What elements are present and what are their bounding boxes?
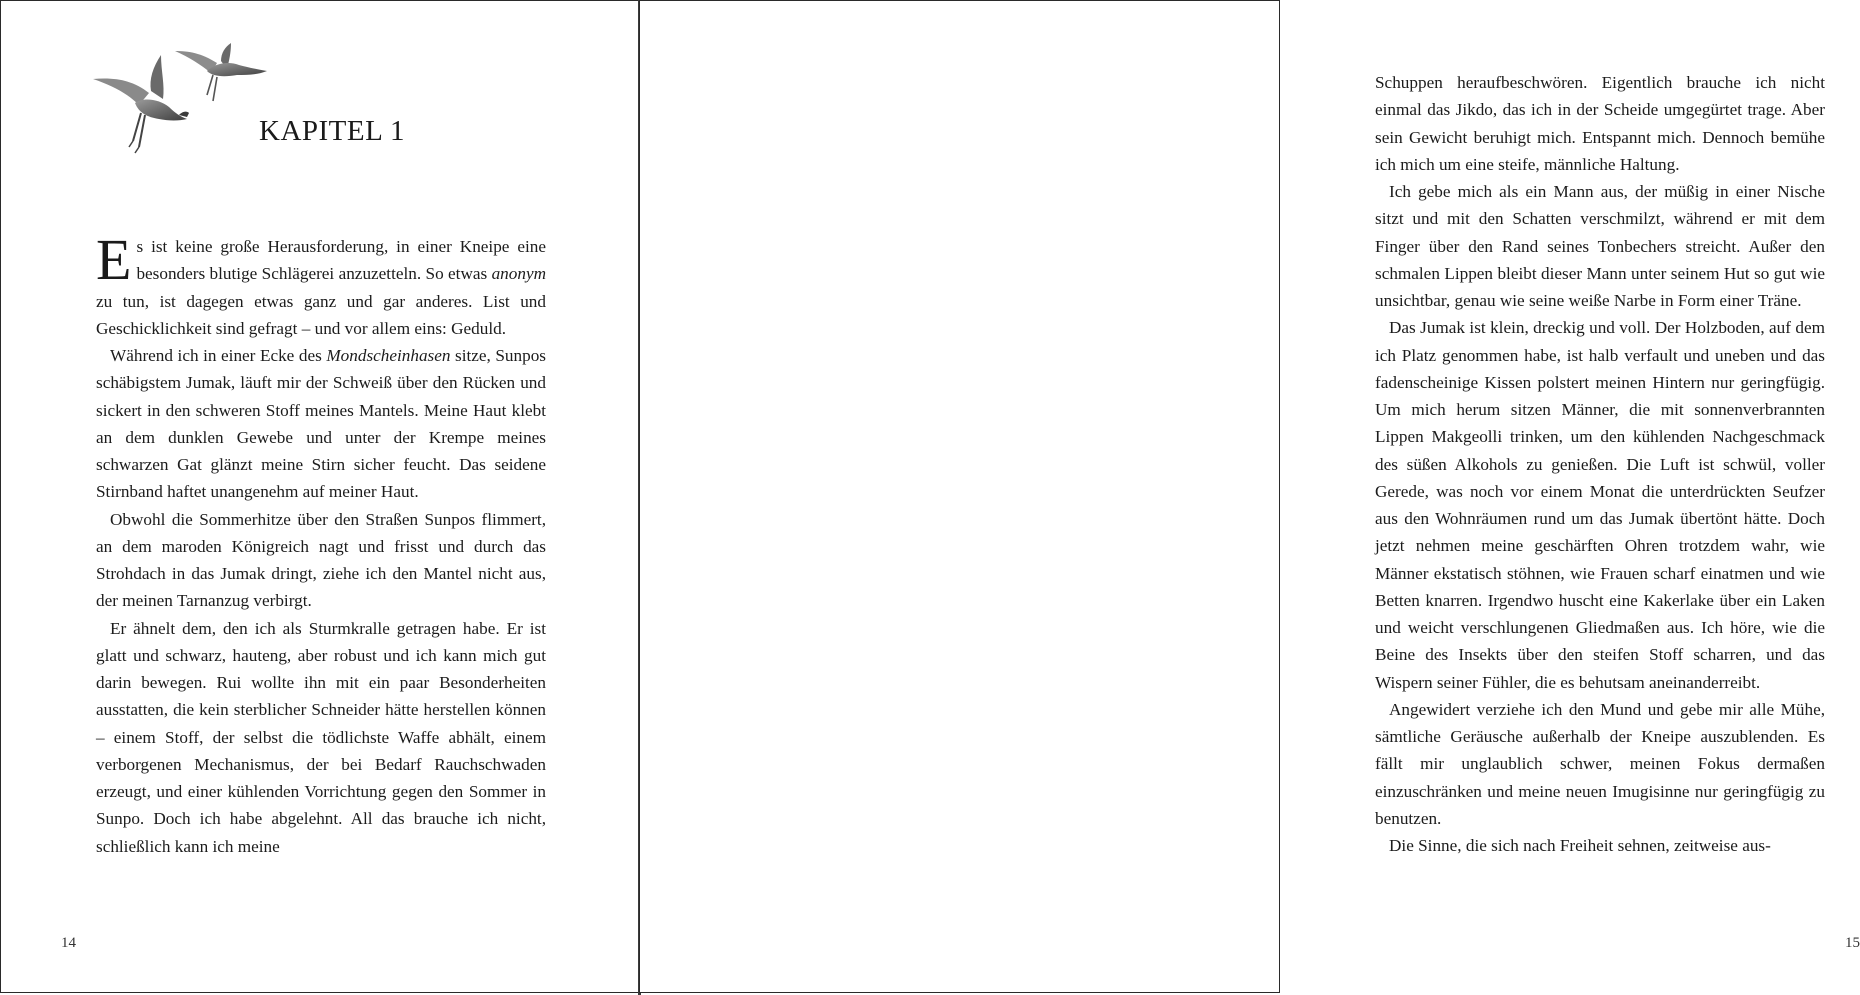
text-run: Das Jumak ist klein, dreckig und voll. Der Holzboden, auf dem ich Platz genommen habe, ist halb verfault und uneben und das fadenscheinige Kissen polstert meinen Hintern nur geringfügig. Um mich herum sitzen Männer, die mit sonnenverbrannten Lippen Makgeolli trinken, um den kühlenden Nachgeschmack des süßen Alkohols zu genießen. Die Luft ist schwül, voller Gerede, was noch vor einem Monat die unterdrückten Seufzer aus den Wohnräumen rund um das Jumak übertönt hätte. Doch jetzt nehmen meine geschärften Ohren trotzdem wahr, wie Männer ekstatisch stöhnen, wie Frauen scharf einatmen und wie Betten knarren. Irgendwo huscht eine Kakerlake über ein Laken und weicht verschlungenen Gliedmaßen aus. Ich höre, wie die Beine des Insekts über den steifen Stoff scharren, und das Wispern seiner Fühler, die es behutsam aneinanderreibt. (1375, 318, 1825, 692)
paragraph (96, 227, 546, 342)
text-run: s ist keine große Herausforderung, in einer Kneipe eine besonders blutige Schlägerei anzuzetteln. So etwas (136, 237, 546, 284)
text-run: Angewidert verziehe ich den Mund und gebe mir alle Mühe, sämtliche Geräusche außerhalb der Kneipe auszublenden. Es fällt mir unglaublich schwer, meinen Fokus dermaßen einzuschränken und meine neuen Imugisinne nur geringfügig zu benutzen. (1375, 699, 1825, 828)
paragraph-body (96, 227, 546, 338)
page-number: 15 (1845, 935, 1860, 951)
text-run: Ich gebe mich als ein Mann aus, der müßig in einer Nische sitzt und mit den Schatten verschmilzt, während er mit dem Finger über den Rand seines Tonbechers streicht. Außer den schmalen Lippen bleibt dieser Mann unter seinem Hut so gut wie unsichtbar, genau wie seine weiße Narbe in Form einer Träne. (1375, 182, 1825, 310)
paragraph (1375, 178, 1825, 314)
paragraph (1375, 314, 1825, 696)
right-page-text (1375, 69, 1825, 859)
left-page-text (96, 227, 546, 860)
paragraph (1375, 832, 1825, 859)
right-page (639, 0, 1860, 993)
paragraph (96, 506, 546, 615)
italic-text: Mondscheinhasen (326, 346, 451, 365)
text-run: zu tun, ist dagegen etwas ganz und gar anderes. List und Geschicklichkeit sind gefragt – und vor allem eins: Geduld. (96, 291, 546, 338)
left-page (0, 0, 640, 993)
page-number: 14 (61, 935, 76, 951)
text-run: Er ähnelt dem, den ich als Sturmkralle getragen habe. Er ist glatt und schwarz, hauteng, aber robust und ich kann mich gut darin bewegen. Rui wollte ihn mit ein paar Besonderheiten ausstatten, die kein sterblicher Schneider hätte herstellen können – einem Stoff, der selbst die tödlichste Waffe abhält, einem verborgenen Mechanismus, der bei Bedarf Rauchschwaden erzeugt, und einer kühlenden Vorrichtung gegen den Sommer in Sunpo. Doch ich habe abgelehnt. All das brauche ich nicht, schließlich kann ich meine (96, 618, 546, 856)
chapter-title: KAPITEL 1 (259, 115, 405, 147)
paragraph (96, 342, 546, 506)
paragraph (1375, 696, 1825, 832)
text-run: Die Sinne, die sich nach Freiheit sehnen, zeitweise aus- (1389, 836, 1771, 855)
paragraph (96, 615, 546, 860)
italic-text: anonym (491, 264, 546, 284)
text-run: sitze, Sunpos schäbigstem Jumak, läuft mir der Schweiß über den Rücken und sickert in den schweren Stoff meines Mantels. Meine Haut klebt an dem dunklen Gewebe und unter der Krempe meines schwarzen Gat glänzt meine Stirn sicher feucht. Das seidene Stirnband haftet unangenehm auf meiner Haut. (96, 346, 546, 502)
text-run: Schuppen heraufbeschwören. Eigentlich brauche ich nicht einmal das Jikdo, das ich in der Scheide umgegürtet trage. Aber sein Gewicht beruhigt mich. Entspannt mich. Dennoch bemühe ich mich um eine steife, männliche Haltung. (1375, 73, 1825, 174)
flying-herons-icon (89, 41, 289, 171)
drop-cap: E (96, 227, 132, 292)
paragraph (1375, 69, 1825, 178)
text-run: Obwohl die Sommerhitze über den Straßen Sunpos flimmert, an dem maroden Königreich nagt und frisst und durch das Strohdach in das Jumak dringt, ziehe ich den Mantel nicht aus, der meinen Tarnanzug verbirgt. (96, 509, 546, 611)
text-run: Während ich in einer Ecke des (110, 346, 327, 365)
